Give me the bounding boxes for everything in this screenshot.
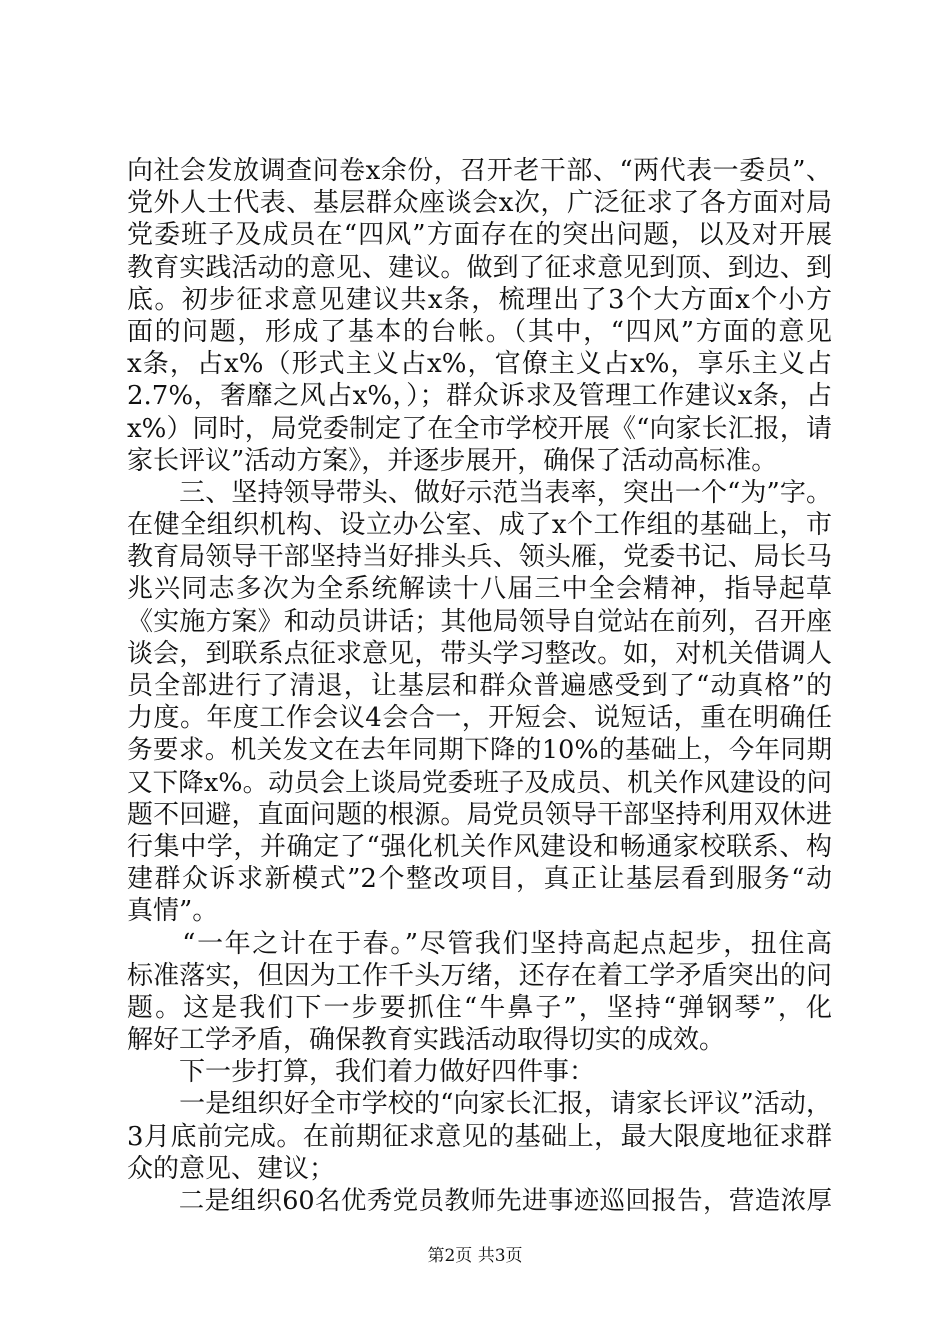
text-line: 务要求。机关发文在去年同期下降的10%的基础上，今年同期 bbox=[127, 735, 832, 766]
text-line: 三、坚持领导带头、做好示范当表率，突出一个“为”字。 bbox=[127, 477, 832, 508]
text-line: 党委班子及成员在“四风”方面存在的突出问题，以及对开展 bbox=[127, 220, 832, 251]
text-line: 真情”。 bbox=[127, 896, 219, 927]
text-line: 2.7%，奢靡之风占x%，）；群众诉求及管理工作建议x条，占 bbox=[127, 381, 832, 412]
text-line: 下一步打算，我们着力做好四件事： bbox=[127, 1057, 596, 1088]
text-line: 向社会发放调查问卷x余份，召开老干部、“两代表一委员”、 bbox=[127, 156, 832, 186]
text-line: 兆兴同志多次为全系统解读十八届三中全会精神，指导起草 bbox=[127, 574, 832, 605]
text-line: 题。这是我们下一步要抓住“牛鼻子”，坚持“弹钢琴”，化 bbox=[127, 992, 832, 1023]
text-line: 又下降x%。动员会上谈局党委班子及成员、机关作风建设的问 bbox=[127, 767, 832, 798]
text-line: 党外人士代表、基层群众座谈会x次，广泛征求了各方面对局 bbox=[127, 188, 832, 219]
text-line: 二是组织60名优秀党员教师先进事迹巡回报告，营造浓厚 bbox=[127, 1186, 832, 1216]
text-line: 《实施方案》和动员讲话；其他局领导自觉站在前列，召开座 bbox=[127, 606, 832, 637]
text-line: 教育局领导干部坚持当好排头兵、领头雁，党委书记、局长马 bbox=[127, 542, 832, 573]
text-line: 员全部进行了清退，让基层和群众普遍感受到了“动真格”的 bbox=[127, 671, 832, 701]
text-line: x条，占x%（形式主义占x%，官僚主义占x%，享乐主义占 bbox=[127, 349, 832, 380]
text-line: 众的意见、建议； bbox=[127, 1153, 336, 1184]
text-line: 谈会，到联系点征求意见，带头学习整改。如，对机关借调人 bbox=[127, 638, 832, 669]
text-line: 力度。年度工作会议4会合一，开短会、说短话，重在明确任 bbox=[127, 703, 832, 734]
text-line: 一是组织好全市学校的“向家长汇报，请家长评议”活动， bbox=[127, 1089, 832, 1120]
text-line: 家长评议”活动方案》，并逐步展开，确保了活动高标准。 bbox=[127, 445, 778, 476]
text-line: 解好工学矛盾，确保教育实践活动取得切实的成效。 bbox=[127, 1025, 726, 1056]
body-text bbox=[127, 155, 832, 1217]
text-line: 行集中学，并确定了“强化机关作风建设和畅通家校联系、构 bbox=[127, 831, 832, 862]
text-line: 底。初步征求意见建议共x条，梳理出了3个大方面x个小方 bbox=[127, 284, 832, 315]
text-line: 3月底前完成。在前期征求意见的基础上，最大限度地征求群 bbox=[127, 1121, 832, 1152]
text-line: 建群众诉求新模式”2个整改项目，真正让基层看到服务“动 bbox=[127, 864, 832, 895]
text-line: “一年之计在于春。”尽管我们坚持高起点起步，扭住高 bbox=[127, 928, 832, 959]
text-line: x%）同时，局党委制定了在全市学校开展《“向家长汇报，请 bbox=[127, 413, 832, 444]
text-line: 标准落实，但因为工作千头万绪，还存在着工学矛盾突出的问 bbox=[127, 960, 832, 991]
page-footer: 第2页 共3页 bbox=[427, 1246, 523, 1266]
text-line: 题不回避，直面问题的根源。局党员领导干部坚持利用双休进 bbox=[127, 799, 832, 830]
text-line: 教育实践活动的意见、建议。做到了征求意见到顶、到边、到 bbox=[127, 252, 832, 283]
text-line: 在健全组织机构、设立办公室、成了x个工作组的基础上，市 bbox=[127, 510, 832, 541]
text-line: 面的问题，形成了基本的台帐。（其中，“四风”方面的意见 bbox=[127, 316, 832, 347]
